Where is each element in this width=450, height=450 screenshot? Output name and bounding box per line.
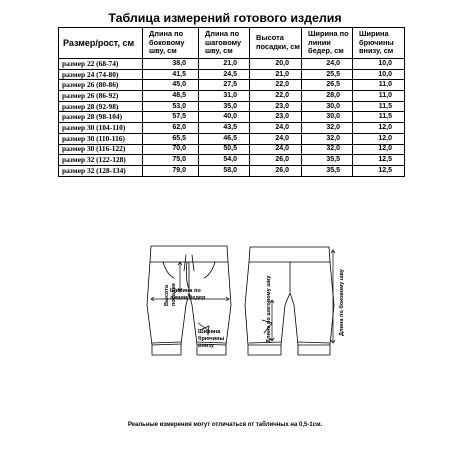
measurement-cell: 12,0 xyxy=(353,133,405,144)
size-cell: размер 26 (80-86) xyxy=(59,80,143,91)
measurement-cell: 26,5 xyxy=(302,80,353,91)
size-cell: размер 32 (128-134) xyxy=(59,165,143,176)
measurement-cell: 40,0 xyxy=(199,112,250,123)
measurement-cell: 20,0 xyxy=(250,59,302,70)
measurement-cell: 21,0 xyxy=(199,59,250,70)
measurement-cell: 35,0 xyxy=(199,101,250,112)
label-hem-line1: Ширина xyxy=(198,329,221,335)
measurement-cell: 32,0 xyxy=(302,144,353,155)
measurement-cell: 50,5 xyxy=(199,144,250,155)
size-cell: размер 30 (110-116) xyxy=(59,133,143,144)
measurement-cell: 24,0 xyxy=(250,123,302,134)
measurement-cell: 45,0 xyxy=(143,80,199,91)
size-cell: размер 26 (86-92) xyxy=(59,91,143,102)
header-hip-width: Ширина по линии бедер, см xyxy=(302,28,353,59)
measurement-cell: 25,5 xyxy=(302,69,353,80)
measurement-cell: 22,0 xyxy=(250,91,302,102)
measurement-cell: 11,5 xyxy=(353,112,405,123)
measurement-cell: 43,5 xyxy=(199,123,250,134)
header-size: Размер/рост, см xyxy=(59,28,143,59)
size-cell: размер 32 (122-128) xyxy=(59,155,143,166)
measurement-cell: 30,0 xyxy=(302,101,353,112)
label-rise-line1: Высота xyxy=(164,284,170,306)
label-side-length: Длина по боковому шву xyxy=(339,269,345,336)
measurement-cell: 22,0 xyxy=(250,80,302,91)
measurement-cell: 62,0 xyxy=(143,123,199,134)
footer-note: Реальные измерения могут отличаться от табличных на 0,5-1см. xyxy=(127,422,323,428)
label-hem-line3: внизу xyxy=(198,343,215,349)
measurement-cell: 26,0 xyxy=(250,165,302,176)
measurement-cell: 57,5 xyxy=(143,112,199,123)
measurement-cell: 53,0 xyxy=(143,101,199,112)
header-rise: Высота посадки, см xyxy=(250,28,302,59)
label-inseam: Длина по шаговому шву xyxy=(266,275,272,343)
size-cell: размер 24 (74-80) xyxy=(59,69,143,80)
measurement-cell: 24,0 xyxy=(250,144,302,155)
measurement-cell: 31,0 xyxy=(199,91,250,102)
measurement-cell: 10,0 xyxy=(353,59,405,70)
measurement-cell: 75,0 xyxy=(143,155,199,166)
measurement-cell: 70,0 xyxy=(143,144,199,155)
size-cell: размер 28 (92-98) xyxy=(59,101,143,112)
measurement-cell: 32,0 xyxy=(302,133,353,144)
measurement-cell: 26,0 xyxy=(250,155,302,166)
measurement-cell: 11,0 xyxy=(353,80,405,91)
measurement-cell: 12,5 xyxy=(353,155,405,166)
size-cell: размер 30 (116-122) xyxy=(59,144,143,155)
size-cell: размер 30 (104-110) xyxy=(59,123,143,134)
label-hip-line1: Ширина по xyxy=(170,288,201,294)
back-pants-outline xyxy=(245,247,334,355)
measurement-cell: 32,0 xyxy=(302,123,353,134)
measurement-cell: 79,0 xyxy=(143,165,199,176)
measurement-cell: 12,5 xyxy=(353,165,405,176)
label-hem-line2: брючины xyxy=(198,336,225,342)
measurement-cell: 30,0 xyxy=(302,112,353,123)
measurement-cell: 27,5 xyxy=(199,80,250,91)
size-cell: размер 28 (98-104) xyxy=(59,112,143,123)
page-title: Таблица измерений готового изделия xyxy=(108,11,342,25)
label-rise-line2: посадки xyxy=(171,283,177,306)
header-inseam-length: Длина по шаговому шву, см xyxy=(199,28,250,59)
measurement-cell: 12,0 xyxy=(353,123,405,134)
measurement-cell: 24,0 xyxy=(250,133,302,144)
measurement-cell: 48,5 xyxy=(143,91,199,102)
measurement-cell: 46,5 xyxy=(199,133,250,144)
measurement-cell: 38,0 xyxy=(143,59,199,70)
measurement-cell: 11,0 xyxy=(353,91,405,102)
measurement-cell: 21,0 xyxy=(250,69,302,80)
measurement-cell: 35,5 xyxy=(302,155,353,166)
measurement-cell: 41,5 xyxy=(143,69,199,80)
measurement-cell: 11,5 xyxy=(353,101,405,112)
measurement-cell: 10,0 xyxy=(353,69,405,80)
header-hem-width: Ширина брючины внизу, см xyxy=(353,28,405,59)
measurement-cell: 54,0 xyxy=(199,155,250,166)
measurement-cell: 23,0 xyxy=(250,101,302,112)
measurement-cell: 24,0 xyxy=(302,59,353,70)
measurement-cell: 23,0 xyxy=(250,112,302,123)
measurement-cell: 35,5 xyxy=(302,165,353,176)
size-cell: размер 22 (68-74) xyxy=(59,59,143,70)
header-side-length: Длина по боковому шву, см xyxy=(143,28,199,59)
measurement-cell: 58,0 xyxy=(199,165,250,176)
measurement-cell: 65,5 xyxy=(143,133,199,144)
measurement-cell: 12,0 xyxy=(353,144,405,155)
label-hip-line2: линии бедер xyxy=(170,295,206,301)
measurement-cell: 28,0 xyxy=(302,91,353,102)
measurement-cell: 24,5 xyxy=(199,69,250,80)
